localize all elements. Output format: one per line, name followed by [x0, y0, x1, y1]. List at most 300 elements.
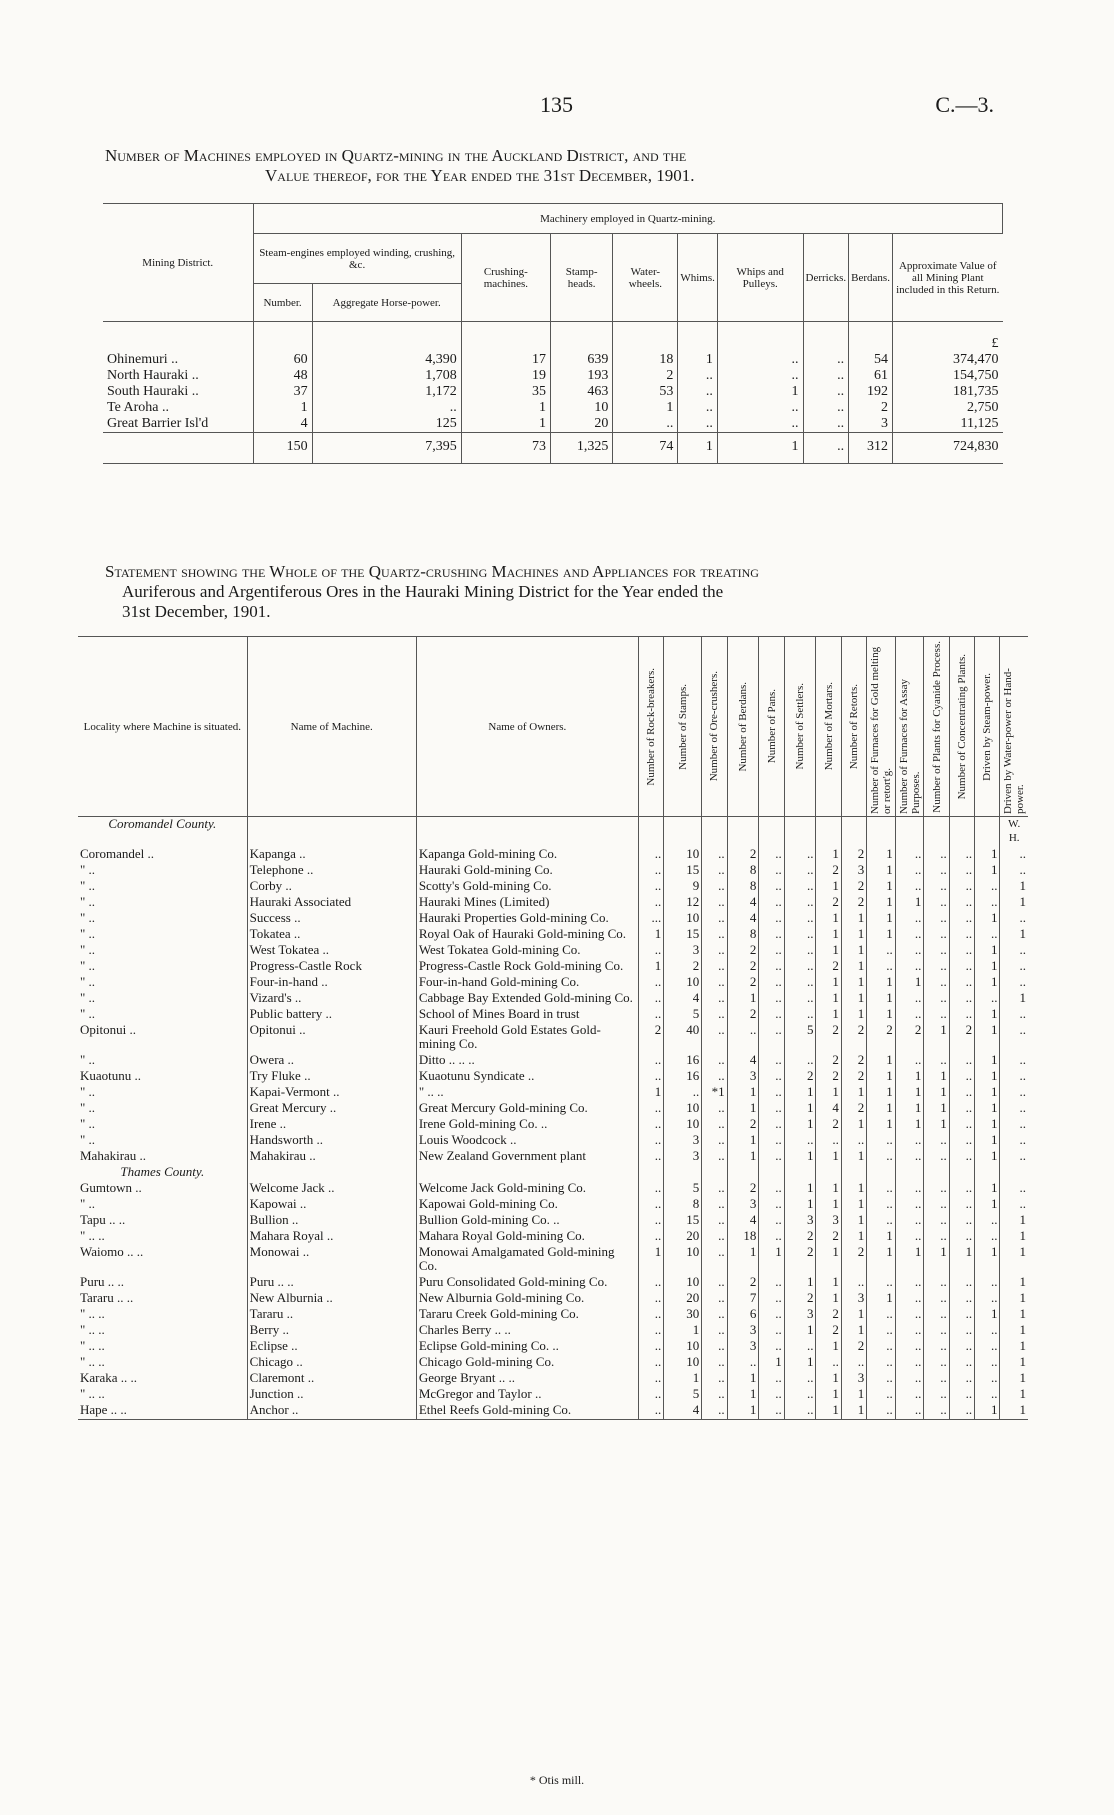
- machine-name: Kapanga ..: [247, 847, 416, 863]
- locality: " ..: [80, 990, 96, 1005]
- machine-name: Handsworth ..: [247, 1133, 416, 1149]
- table-cell: 10: [664, 911, 702, 927]
- table-cell: ..: [702, 1101, 727, 1117]
- table-row: [78, 1339, 1028, 1355]
- table-cell: ..: [895, 911, 924, 927]
- table-row: [78, 1069, 1028, 1085]
- table-cell: ..: [759, 895, 784, 911]
- table-cell: 30: [664, 1307, 702, 1323]
- owner-name: Hauraki Gold-mining Co.: [416, 863, 638, 879]
- table-row: [78, 959, 1028, 975]
- table-cell: ..: [895, 959, 924, 975]
- table-cell: ..: [702, 1275, 727, 1291]
- table-cell: 1: [816, 1371, 841, 1387]
- table-cell: 15: [664, 927, 702, 943]
- table-cell: 3: [784, 1307, 816, 1323]
- table-cell: ..: [759, 879, 784, 895]
- machine-name: Kapowai ..: [247, 1197, 416, 1213]
- table-cell: ..: [949, 1229, 974, 1245]
- col-settlers: Number of Settlers.: [794, 683, 807, 770]
- table-cell: 1: [727, 1149, 759, 1165]
- table-cell: 12: [664, 895, 702, 911]
- table-cell: ..: [759, 1323, 784, 1339]
- table-cell: 1: [975, 959, 1000, 975]
- table-cell: 1: [759, 1245, 784, 1275]
- table-cell: ..: [841, 1275, 866, 1291]
- table-cell: 4: [664, 991, 702, 1007]
- owner-name: Chicago Gold-mining Co.: [416, 1355, 638, 1371]
- table-cell: 1: [924, 1023, 949, 1053]
- table-cell: ..: [895, 1323, 924, 1339]
- table-cell: ..: [678, 400, 718, 416]
- table-cell: 1: [1000, 1403, 1028, 1420]
- table-cell: ..: [924, 1197, 949, 1213]
- table-cell: 2: [816, 1229, 841, 1245]
- col-whips: Whips and Pulleys.: [717, 234, 803, 322]
- table-cell: ..: [895, 1197, 924, 1213]
- table-cell: 1: [975, 1181, 1000, 1197]
- owner-name: Four-in-hand Gold-mining Co.: [416, 975, 638, 991]
- table-cell: ..: [717, 352, 803, 368]
- table-cell: ..: [759, 1085, 784, 1101]
- table-cell: 5: [664, 1007, 702, 1023]
- table-cell: 2: [784, 1229, 816, 1245]
- owner-name: Kapowai Gold-mining Co.: [416, 1197, 638, 1213]
- table-cell: ..: [638, 1229, 663, 1245]
- table-cell: 463: [550, 384, 612, 400]
- table-cell: 3: [664, 943, 702, 959]
- col-value: Approximate Value of all Mining Plant included in this Return.: [893, 234, 1003, 322]
- table-cell: 1: [975, 1197, 1000, 1213]
- table-cell: ..: [702, 943, 727, 959]
- table-cell: 54: [849, 352, 893, 368]
- table-cell: ..: [895, 1133, 924, 1149]
- table-cell: ..: [924, 863, 949, 879]
- table-cell: ..: [784, 1403, 816, 1420]
- table-cell: 2: [727, 975, 759, 991]
- empty-cell: [638, 1165, 663, 1181]
- table-cell: 2: [816, 1023, 841, 1053]
- table-cell: 1: [841, 1307, 866, 1323]
- table-cell: ..: [638, 1181, 663, 1197]
- table-row: [78, 1245, 1028, 1275]
- machine-name: Try Fluke ..: [247, 1069, 416, 1085]
- table-cell: ..: [949, 1371, 974, 1387]
- table-cell: 1: [784, 1117, 816, 1133]
- table-cell: 1: [975, 975, 1000, 991]
- col-cyanide: Number of Plants for Cyanide Process.: [930, 640, 943, 813]
- table-cell: ..: [784, 975, 816, 991]
- machine-name: New Alburnia ..: [247, 1291, 416, 1307]
- table-cell: 181,735: [893, 384, 1003, 400]
- table-cell: 3: [727, 1339, 759, 1355]
- table-cell: ..: [784, 1371, 816, 1387]
- locality: Tararu .. ..: [80, 1290, 134, 1305]
- table-cell: 1: [727, 1085, 759, 1101]
- table-cell: ..: [759, 1275, 784, 1291]
- total-cell: 7,395: [312, 432, 461, 463]
- table-cell: 1: [638, 1085, 663, 1101]
- owner-name: George Bryant .. ..: [416, 1371, 638, 1387]
- table-cell: 2: [867, 1023, 896, 1053]
- table-cell: ..: [759, 991, 784, 1007]
- table-cell: 1: [867, 1053, 896, 1069]
- table-cell: 5: [784, 1023, 816, 1053]
- table-cell: ..: [924, 1213, 949, 1229]
- table-cell: ..: [759, 959, 784, 975]
- table-cell: ..: [1000, 1085, 1028, 1101]
- table-cell: ..: [784, 895, 816, 911]
- table-cell: ..: [759, 1181, 784, 1197]
- table-cell: ..: [924, 1133, 949, 1149]
- table-cell: 3: [841, 1291, 866, 1307]
- table-cell: 1: [816, 847, 841, 863]
- table-cell: 11,125: [893, 416, 1003, 433]
- table-row: [78, 1291, 1028, 1307]
- table-cell: 1: [461, 416, 550, 433]
- table-cell: ..: [975, 1229, 1000, 1245]
- table-cell: ..: [975, 927, 1000, 943]
- table-cell: ..: [759, 1133, 784, 1149]
- machine-name: Vizard's ..: [247, 991, 416, 1007]
- table-cell: ..: [924, 895, 949, 911]
- machine-name: Hauraki Associated: [247, 895, 416, 911]
- table-cell: 2: [841, 1339, 866, 1355]
- table-cell: ..: [784, 1133, 816, 1149]
- table-row: [103, 368, 1003, 384]
- table-cell: 1: [1000, 1307, 1028, 1323]
- table-cell: 3: [841, 1371, 866, 1387]
- table-cell: 2: [727, 1275, 759, 1291]
- table-cell: ..: [702, 1069, 727, 1085]
- table2-title: [105, 562, 1005, 622]
- table-row: [78, 879, 1028, 895]
- locality: " ..: [80, 910, 96, 925]
- group-header: Machinery employed in Quartz-mining.: [253, 204, 1003, 234]
- table-cell: ..: [949, 1323, 974, 1339]
- table-row: [78, 1117, 1028, 1133]
- county-heading: Coromandel County.: [108, 816, 217, 831]
- table-cell: ..: [1000, 1053, 1028, 1069]
- table-cell: 4: [727, 911, 759, 927]
- table-cell: 1: [841, 1149, 866, 1165]
- table-cell: 60: [253, 352, 312, 368]
- table-cell: 2: [841, 1069, 866, 1085]
- table-cell: ..: [867, 1339, 896, 1355]
- table-cell: 1: [867, 1291, 896, 1307]
- table-cell: ..: [924, 879, 949, 895]
- table-cell: ..: [638, 1007, 663, 1023]
- table-cell: ..: [924, 1181, 949, 1197]
- table-cell: ..: [895, 1339, 924, 1355]
- table-cell: 1: [664, 1371, 702, 1387]
- empty-cell: [841, 1165, 866, 1181]
- table-cell: 2: [727, 959, 759, 975]
- locality: Coromandel ..: [80, 846, 155, 861]
- table-cell: 1: [1000, 1213, 1028, 1229]
- table-cell: ..: [949, 927, 974, 943]
- table-cell: ..: [949, 1069, 974, 1085]
- table-cell: ..: [702, 863, 727, 879]
- table-cell: ..: [638, 1307, 663, 1323]
- table-cell: ..: [975, 1275, 1000, 1291]
- district-name: South Hauraki ..: [107, 383, 199, 399]
- table-cell: 1: [975, 1069, 1000, 1085]
- table-cell: ..: [638, 1101, 663, 1117]
- col-machine: Name of Machine.: [247, 637, 416, 817]
- crushing-machines-table: [78, 636, 1028, 1420]
- table-cell: ..: [895, 1275, 924, 1291]
- table-cell: 2: [784, 1245, 816, 1275]
- table-cell: 374,470: [893, 352, 1003, 368]
- table-cell: 1: [867, 847, 896, 863]
- table-cell: ..: [638, 1053, 663, 1069]
- col-furnaces-assay: Number of Furnaces for Assay Purposes.: [897, 678, 922, 814]
- table-cell: 20: [664, 1291, 702, 1307]
- table-cell: 193: [550, 368, 612, 384]
- table-cell: 20: [664, 1229, 702, 1245]
- table-cell: 1: [784, 1275, 816, 1291]
- table-cell: ..: [638, 1275, 663, 1291]
- table-cell: 1: [841, 1197, 866, 1213]
- table-cell: ..: [924, 1149, 949, 1165]
- table-cell: ..: [702, 1355, 727, 1371]
- table-cell: 1: [975, 1245, 1000, 1275]
- locality: " ..: [80, 926, 96, 941]
- table-cell: ..: [702, 1149, 727, 1165]
- col-locality: Locality where Machine is situated.: [78, 637, 247, 817]
- table-cell: 16: [664, 1069, 702, 1085]
- table-cell: ..: [895, 1403, 924, 1420]
- table-cell: 1: [867, 1101, 896, 1117]
- machine-name: Success ..: [247, 911, 416, 927]
- table-cell: ..: [895, 1229, 924, 1245]
- table-cell: 1: [638, 959, 663, 975]
- district-name: Great Barrier Isl'd: [107, 415, 209, 431]
- machine-name: Chicago ..: [247, 1355, 416, 1371]
- table-cell: ..: [816, 1133, 841, 1149]
- table-cell: 6: [727, 1307, 759, 1323]
- table-cell: 2: [613, 368, 678, 384]
- table-cell: 1: [841, 911, 866, 927]
- table-cell: 18: [613, 352, 678, 368]
- table-cell: ..: [638, 1133, 663, 1149]
- table-cell: 15: [664, 863, 702, 879]
- table-cell: ..: [975, 1339, 1000, 1355]
- owner-name: Cabbage Bay Extended Gold-mining Co.: [416, 991, 638, 1007]
- empty-cell: [664, 1165, 702, 1181]
- table-cell: 1: [841, 991, 866, 1007]
- table-row: [78, 975, 1028, 991]
- table-row: [78, 1197, 1028, 1213]
- table-cell: ..: [759, 1213, 784, 1229]
- col-furnaces-gold: Number of Furnaces for Gold melting or retort'g.: [868, 646, 893, 814]
- table-cell: ..: [803, 384, 849, 400]
- owner-name: McGregor and Taylor ..: [416, 1387, 638, 1403]
- table-cell: 1: [613, 400, 678, 416]
- owner-name: Charles Berry .. ..: [416, 1323, 638, 1339]
- table-cell: ..: [638, 991, 663, 1007]
- table-cell: 4: [253, 416, 312, 433]
- table-cell: 1: [867, 1007, 896, 1023]
- table-cell: ..: [784, 959, 816, 975]
- table-cell: ..: [702, 1007, 727, 1023]
- owner-name: Great Mercury Gold-mining Co.: [416, 1101, 638, 1117]
- machine-name: Tararu ..: [247, 1307, 416, 1323]
- owner-name: Eclipse Gold-mining Co. ..: [416, 1339, 638, 1355]
- col-derricks: Derricks.: [803, 234, 849, 322]
- table-row: [78, 1053, 1028, 1069]
- table-cell: 10: [664, 1245, 702, 1275]
- table-cell: ..: [638, 847, 663, 863]
- table-cell: 10: [664, 1117, 702, 1133]
- table-cell: 1: [816, 1149, 841, 1165]
- table-cell: 1: [867, 975, 896, 991]
- table-cell: 1: [816, 1291, 841, 1307]
- table-cell: 2: [816, 959, 841, 975]
- table-cell: ..: [895, 1053, 924, 1069]
- table-cell: ..: [638, 943, 663, 959]
- table-cell: 3: [784, 1213, 816, 1229]
- table-cell: ..: [702, 1387, 727, 1403]
- table-cell: ..: [759, 943, 784, 959]
- table-cell: ..: [759, 927, 784, 943]
- table-cell: 1: [841, 1387, 866, 1403]
- table-cell: ..: [702, 1213, 727, 1229]
- locality: " .. ..: [80, 1322, 105, 1337]
- table-cell: 2: [816, 895, 841, 911]
- empty-cell: [702, 1165, 727, 1181]
- col-stampheads: Stamp-heads.: [550, 234, 612, 322]
- table-cell: 1: [727, 1133, 759, 1149]
- table-cell: 1: [867, 1085, 896, 1101]
- table-cell: ..: [949, 1213, 974, 1229]
- table-cell: 2: [727, 1181, 759, 1197]
- table-cell: ..: [895, 847, 924, 863]
- table-cell: ..: [949, 1307, 974, 1323]
- table-cell: 1: [975, 911, 1000, 927]
- table-cell: 1: [841, 1323, 866, 1339]
- table-cell: ..: [702, 1197, 727, 1213]
- table-cell: ..: [949, 975, 974, 991]
- table-cell: 10: [664, 1101, 702, 1117]
- table-cell: ..: [678, 368, 718, 384]
- table-cell: 10: [664, 975, 702, 991]
- table-cell: ..: [759, 1403, 784, 1420]
- table-cell: ..: [1000, 1149, 1028, 1165]
- table-cell: 1: [816, 911, 841, 927]
- table-cell: 1: [816, 1085, 841, 1101]
- owner-name: Mahara Royal Gold-mining Co.: [416, 1229, 638, 1245]
- locality: Opitonui ..: [80, 1022, 136, 1037]
- table-cell: 1: [784, 1085, 816, 1101]
- table-cell: ..: [702, 975, 727, 991]
- table-cell: ..: [759, 1387, 784, 1403]
- table-cell: 61: [849, 368, 893, 384]
- table-row: [78, 847, 1028, 863]
- machine-name: Great Mercury ..: [247, 1101, 416, 1117]
- table-cell: 1: [816, 1245, 841, 1275]
- table-cell: ..: [759, 975, 784, 991]
- owner-name: Welcome Jack Gold-mining Co.: [416, 1181, 638, 1197]
- table-cell: 2: [949, 1023, 974, 1053]
- table-cell: 40: [664, 1023, 702, 1053]
- table-cell: 2: [849, 400, 893, 416]
- locality: " .. ..: [80, 1338, 105, 1353]
- owner-name: Louis Woodcock ..: [416, 1133, 638, 1149]
- page-number: 135: [540, 92, 573, 117]
- table-cell: 10: [664, 1275, 702, 1291]
- owner-name: Ditto .. .. ..: [416, 1053, 638, 1069]
- col-crushing: Crushing-machines.: [461, 234, 550, 322]
- table-cell: 1: [949, 1245, 974, 1275]
- table-cell: ..: [702, 879, 727, 895]
- col-pans: Number of Pans.: [765, 689, 778, 764]
- col-berdans: Berdans.: [849, 234, 893, 322]
- table-cell: 1: [867, 991, 896, 1007]
- table-cell: ..: [702, 1323, 727, 1339]
- table-cell: ..: [867, 1133, 896, 1149]
- table-cell: ..: [841, 1355, 866, 1371]
- table-cell: 1: [975, 943, 1000, 959]
- table-cell: 17: [461, 352, 550, 368]
- locality: " ..: [80, 1052, 96, 1067]
- empty-cell: [416, 1165, 638, 1181]
- table-cell: ..: [924, 1371, 949, 1387]
- owner-name: Kuaotunu Syndicate ..: [416, 1069, 638, 1085]
- locality: " ..: [80, 1084, 96, 1099]
- table-cell: ..: [949, 911, 974, 927]
- table-cell: 1: [841, 1229, 866, 1245]
- table-cell: ..: [1000, 1117, 1028, 1133]
- table-cell: ..: [867, 959, 896, 975]
- total-cell: 724,830: [893, 432, 1003, 463]
- locality: " ..: [80, 1006, 96, 1021]
- table-cell: ..: [975, 1371, 1000, 1387]
- table-cell: ..: [895, 879, 924, 895]
- table-cell: ..: [949, 1101, 974, 1117]
- table-cell: ..: [803, 416, 849, 433]
- owner-name: " .. ..: [416, 1085, 638, 1101]
- table-cell: 1: [867, 879, 896, 895]
- table-cell: 16: [664, 1053, 702, 1069]
- table-cell: 1: [816, 1197, 841, 1213]
- table-cell: ..: [895, 1213, 924, 1229]
- table-cell: ..: [784, 1387, 816, 1403]
- table-cell: ..: [638, 1355, 663, 1371]
- table-cell: ..: [784, 1053, 816, 1069]
- total-row: [103, 432, 1003, 463]
- table-cell: ..: [924, 975, 949, 991]
- locality: " .. ..: [80, 1306, 105, 1321]
- table-cell: ..: [949, 1149, 974, 1165]
- table-cell: 1: [867, 1117, 896, 1133]
- table-cell: 1: [1000, 1275, 1028, 1291]
- table-cell: 1: [841, 1403, 866, 1420]
- table-cell: ..: [759, 1197, 784, 1213]
- col-stamps: Number of Stamps.: [676, 683, 689, 770]
- table-cell: ..: [702, 959, 727, 975]
- owner-name: Irene Gold-mining Co. ..: [416, 1117, 638, 1133]
- table-cell: ..: [784, 863, 816, 879]
- table-cell: 1: [1000, 1291, 1028, 1307]
- table-cell: 2: [816, 1307, 841, 1323]
- table-cell: 3: [816, 1213, 841, 1229]
- col-water: Driven by Water-power or Hand-power.: [1002, 668, 1027, 814]
- table-cell: 1: [717, 384, 803, 400]
- table-cell: 18: [727, 1229, 759, 1245]
- col-mortars: Number of Mortars.: [822, 682, 835, 771]
